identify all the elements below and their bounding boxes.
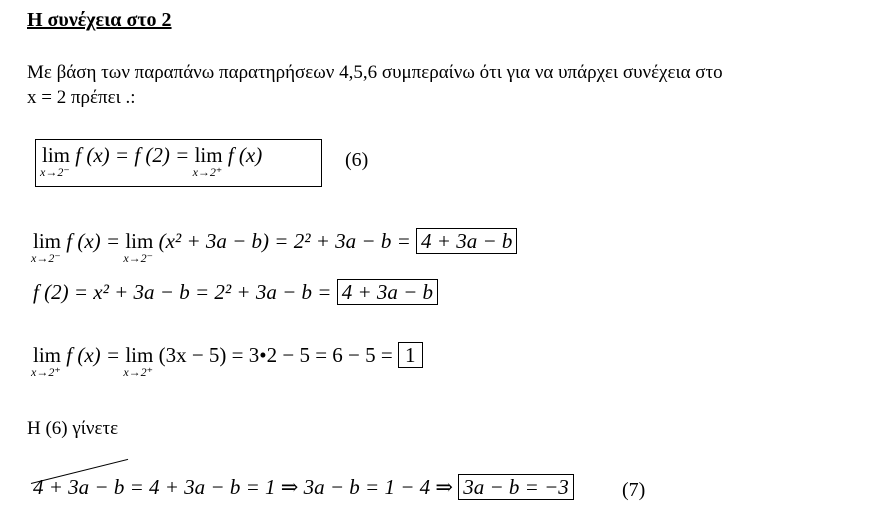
- eq-left-lim1-sub: x→2⁻: [31, 251, 61, 265]
- intro-paragraph: [27, 60, 723, 110]
- eq-right-lim1: lim x→2⁺: [31, 343, 62, 379]
- eq-right-part1: f (x) =: [66, 343, 126, 367]
- eq-right-lim2-sub: x→2⁺: [123, 365, 153, 379]
- eq-left-lim1: lim x→2⁻: [31, 229, 62, 265]
- eq6-lim-right: lim x→2⁺: [192, 143, 223, 179]
- eq6-lim-left: lim x→2⁻: [40, 143, 71, 179]
- eq6-tag: (6): [345, 149, 369, 171]
- eq-f2: [33, 280, 438, 305]
- eq-f2-part: f (2) = x² + 3a − b = 2² + 3a − b =: [33, 280, 337, 304]
- eq6-right: f (x): [227, 143, 263, 167]
- eq-right-lim2: lim x→2⁺: [123, 343, 154, 379]
- eq-left-boxed: 4 + 3a − b: [416, 228, 517, 254]
- eq6-lim-left-sub: x→2⁻: [40, 165, 70, 179]
- intro-line-1: Με βάση των παραπάνω παρατηρήσεων 4,5,6 συμπεραίνω ότι για να υπάρχει συνέχεια στο: [27, 62, 723, 83]
- eq-left-lim2: lim x→2⁻: [123, 229, 154, 265]
- eq6-middle: f (x) = f (2) =: [75, 143, 195, 167]
- eq7-part1: = 4 + 3a − b = 1 ⇒ 3a − b = 1 − 4 ⇒: [124, 475, 459, 499]
- section-title: Η συνέχεια στο 2: [27, 9, 172, 31]
- eq-right-lim1-sub: x→2⁺: [31, 365, 61, 379]
- sentence-eq6-becomes: Η (6) γίνετε: [27, 418, 119, 439]
- eq-right-limit: [31, 343, 423, 379]
- eq-right-part2: (3x − 5) = 3•2 − 5 = 6 − 5 =: [158, 343, 398, 367]
- eq7-tag: (7): [622, 479, 646, 501]
- eq-left-limit: [31, 229, 517, 265]
- eq-left-part2: (x² + 3a − b) = 2² + 3a − b =: [158, 229, 417, 253]
- eq6-expression: [40, 143, 263, 179]
- eq6-lim-right-sub: x→2⁺: [192, 165, 223, 179]
- intro-line-2: x = 2 πρέπει .:: [27, 87, 136, 108]
- eq-left-lim2-sub: x→2⁻: [123, 251, 153, 265]
- eq-f2-boxed: 4 + 3a − b: [337, 279, 438, 305]
- eq7-struck-term: 4 + 3a − b: [33, 475, 124, 500]
- eq-left-part1: f (x) =: [66, 229, 126, 253]
- eq7-expression: [33, 475, 574, 500]
- eq-right-boxed: 1: [398, 342, 423, 368]
- eq7-boxed: 3a − b = −3: [458, 474, 574, 500]
